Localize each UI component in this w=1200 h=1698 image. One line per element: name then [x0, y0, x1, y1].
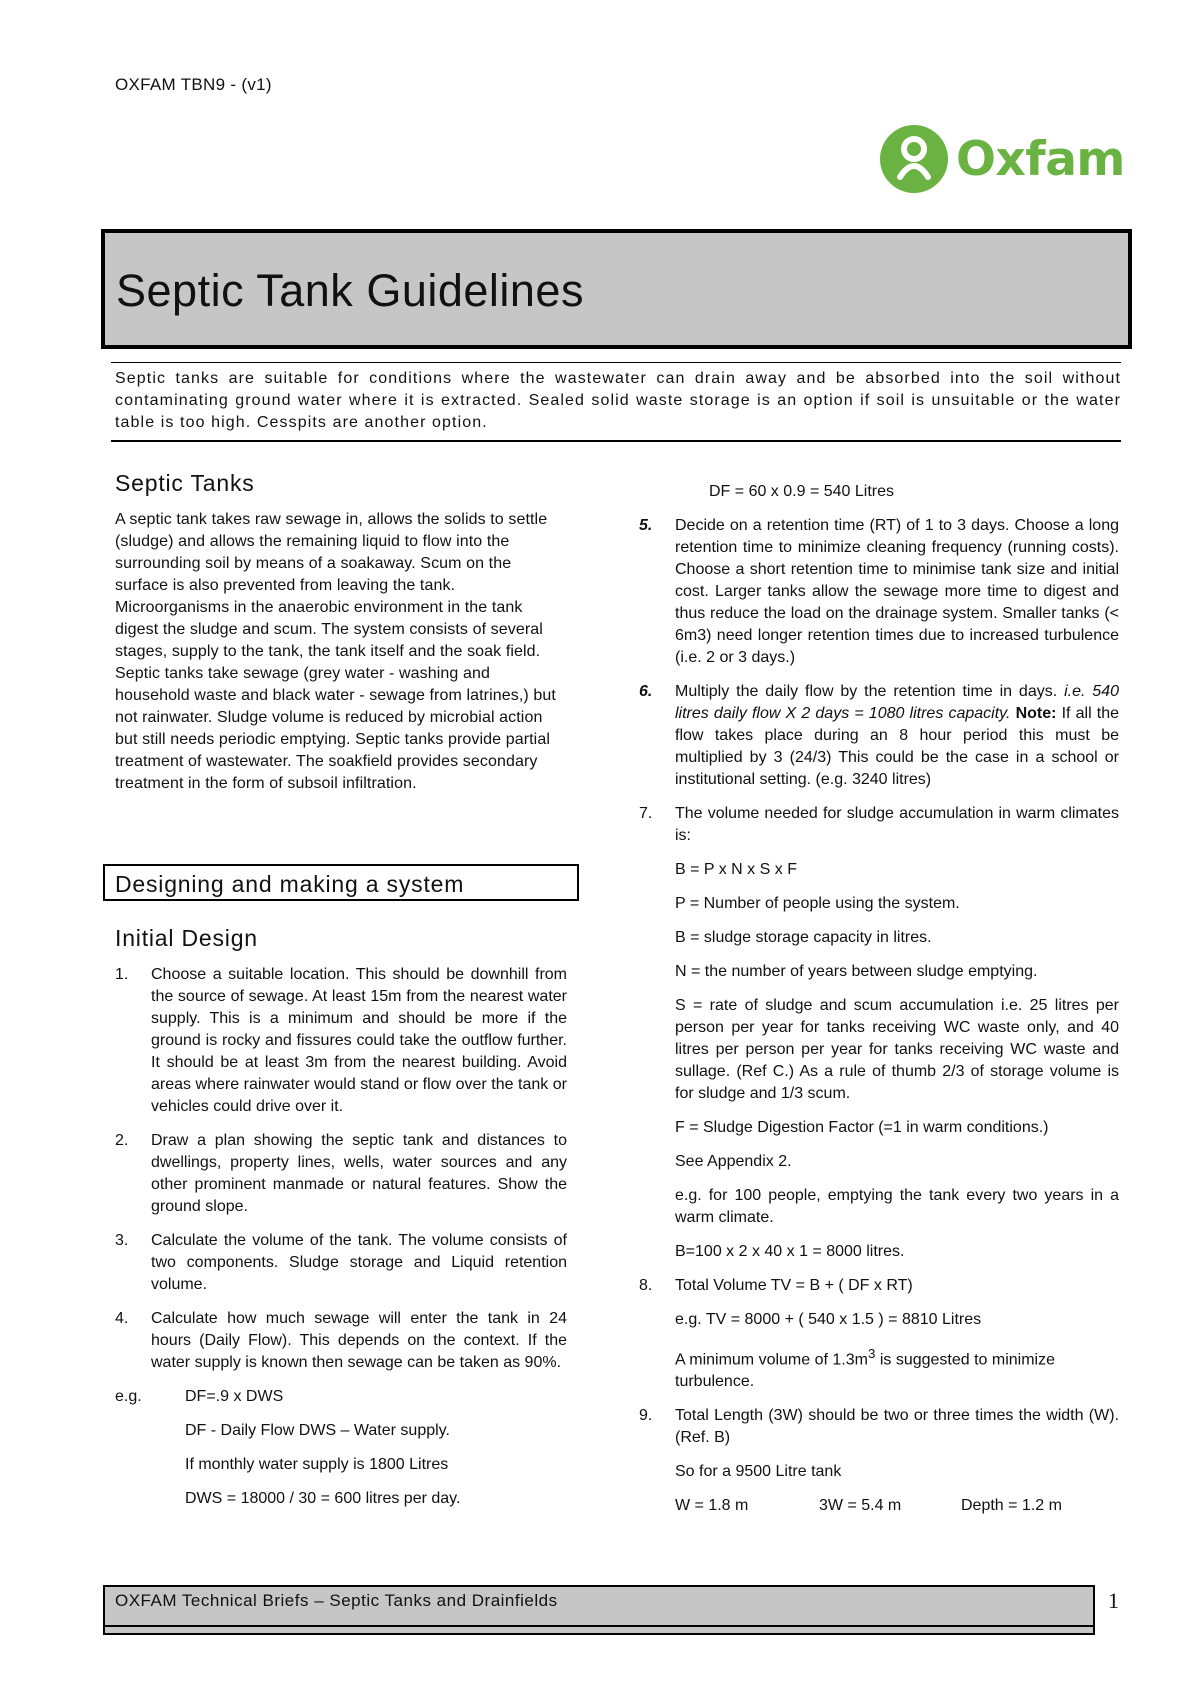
example-line: DWS = 18000 / 30 = 600 litres per day. [185, 1490, 461, 1507]
list-item: 5. Decide on a retention time (RT) of 1 to 3 days. Choose a long retention time to minimize cleaning frequency (running costs). Choose a short retention time to minimise tank size and initial cost. Larger tanks allow the sewage more time to digest and thus reduce the load on the drainage system. Smaller tanks (< 6m3) need longer retention times due to increased turbulence (i.e. 2 or 3 days.) [639, 517, 1119, 666]
initial-design [115, 925, 567, 1522]
page-title: Septic Tank Guidelines [116, 265, 584, 316]
formula-line: e.g. TV = 8000 + ( 540 x 1.5 ) = 8810 Litres [675, 1311, 982, 1328]
footer-divider [105, 1625, 1093, 1627]
list-item: 3. Calculate the volume of the tank. The volume consists of two components. Sludge storage and Liquid retention volume. [115, 1232, 567, 1293]
formula-line: A minimum volume of $1.3m^3$ is suggested to minimize turbulence. [675, 1346, 1056, 1391]
right-column [639, 481, 1119, 1529]
formula-line: B = P x N x S x F [675, 861, 797, 878]
list-item: 9. Total Length (3W) should be two or three times the width (W). (Ref. B) [639, 1407, 1119, 1447]
formula-line: N = the number of years between sludge emptying. [675, 963, 1038, 980]
list-item: 7. The volume needed for sludge accumulation in warm climates is: [639, 805, 1119, 844]
formula-line: B=100 x 2 x 40 x 1 = 8000 litres. [675, 1243, 905, 1260]
section-title: Designing and making a system [115, 871, 465, 897]
logo-text: Oxfam [956, 131, 1125, 187]
oxfam-logo-icon [880, 125, 948, 193]
formula-line: So for a 9500 Litre tank [675, 1463, 842, 1481]
dimensions-line: W = 1.8 m 3W = 5.4 m Depth = 1.2 m [675, 1497, 1062, 1515]
septic-tanks-heading: Septic Tanks [115, 470, 255, 496]
section-box [103, 864, 579, 901]
title-box [101, 229, 1132, 349]
left-column [115, 470, 567, 795]
list-item: 6. Multiply the daily flow by the retention time in days. i.e. 540 litres daily flow X 2 days = 1080 litres capacity. Note: If all the flow takes place during an 8 hour period this must be multiplied by 3 (24/3) This could be the case in a school or institutional setting. (e.g. 3240 litres) [639, 683, 1120, 788]
page-number: 1 [1108, 1588, 1119, 1613]
example-line: If monthly water supply is 1800 Litres [185, 1456, 449, 1473]
example-formula: e.g. DF=.9 x DWS [115, 1388, 284, 1405]
example-line: DF - Daily Flow DWS – Water supply. [185, 1422, 450, 1439]
formula-line: P = Number of people using the system. [675, 895, 960, 912]
initial-design-heading: Initial Design [115, 925, 258, 951]
doc-code: OXFAM TBN9 - (v1) [115, 75, 272, 94]
footer-box [103, 1585, 1095, 1635]
list-item: 4. Calculate how much sewage will enter the tank in 24 hours (Daily Flow). This depends on the context. If the water supply is known then sewage can be taken as 90%. [115, 1310, 567, 1371]
intro-paragraph: Septic tanks are suitable for conditions where the wastewater can drain away and be absorbed into the soil without contaminating ground water where it is extracted. Sealed solid waste storage is an option if soil is unsuitable or the water table is too high. Cesspits are another option. [111, 362, 1121, 442]
formula-line: S = rate of sludge and scum accumulation i.e. 25 litres per person per year for tanks receiving WC waste only, and 40 litres per person per year for tanks receiving WC waste and sullage. (Ref C.) As a rule of thumb 2/3 of storage volume is for sludge and 1/3 scum. [675, 997, 1119, 1102]
df-result: DF = 60 x 0.9 = 540 Litres [709, 483, 894, 500]
footer-text: OXFAM Technical Briefs – Septic Tanks and Drainfields [115, 1591, 558, 1610]
formula-line: See Appendix 2. [675, 1153, 792, 1170]
formula-line: B = sludge storage capacity in litres. [675, 929, 932, 946]
list-item: 1. Choose a suitable location. This should be downhill from the source of sewage. At least 15m from the nearest water supply. This is a minimum and should be more if the ground is rocky and fissures could take the outflow further. It should be at least 3m from the nearest building. Avoid areas where rainwater would stand or flow over the tank or vehicles could drive over it. [115, 966, 567, 1115]
formula-line: F = Sludge Digestion Factor (=1 in warm conditions.) [675, 1119, 1049, 1136]
list-item: 2. Draw a plan showing the septic tank and distances to dwellings, property lines, wells, water sources and any other prominent manmade or natural features. Show the ground slope. [115, 1132, 567, 1215]
formula-line: e.g. for 100 people, emptying the tank every two years in a warm climate. [675, 1187, 1119, 1226]
list-item: 8. Total Volume TV = B + ( DF x RT) [639, 1277, 913, 1294]
oxfam-logo [880, 124, 1125, 194]
septic-tanks-body: A septic tank takes raw sewage in, allows the solids to settle (sludge) and allows the remaining liquid to flow into the surrounding soil by means of a soakaway. Scum on the surface is also prevented from leaving the tank. Microorganisms in the anaerobic environment in the tank digest the sludge and scum. The system consists of several stages, supply to the tank, the tank itself and the soak field. Septic tanks take sewage (grey water - washing and household waste and black water - sewage from latrines,) but not rainwater. Sludge volume is reduced by microbial action but still needs periodic emptying. Septic tanks provide partial treatment of wastewater. The soakfield provides secondary treatment in the form of subsoil infiltration. [115, 511, 556, 792]
